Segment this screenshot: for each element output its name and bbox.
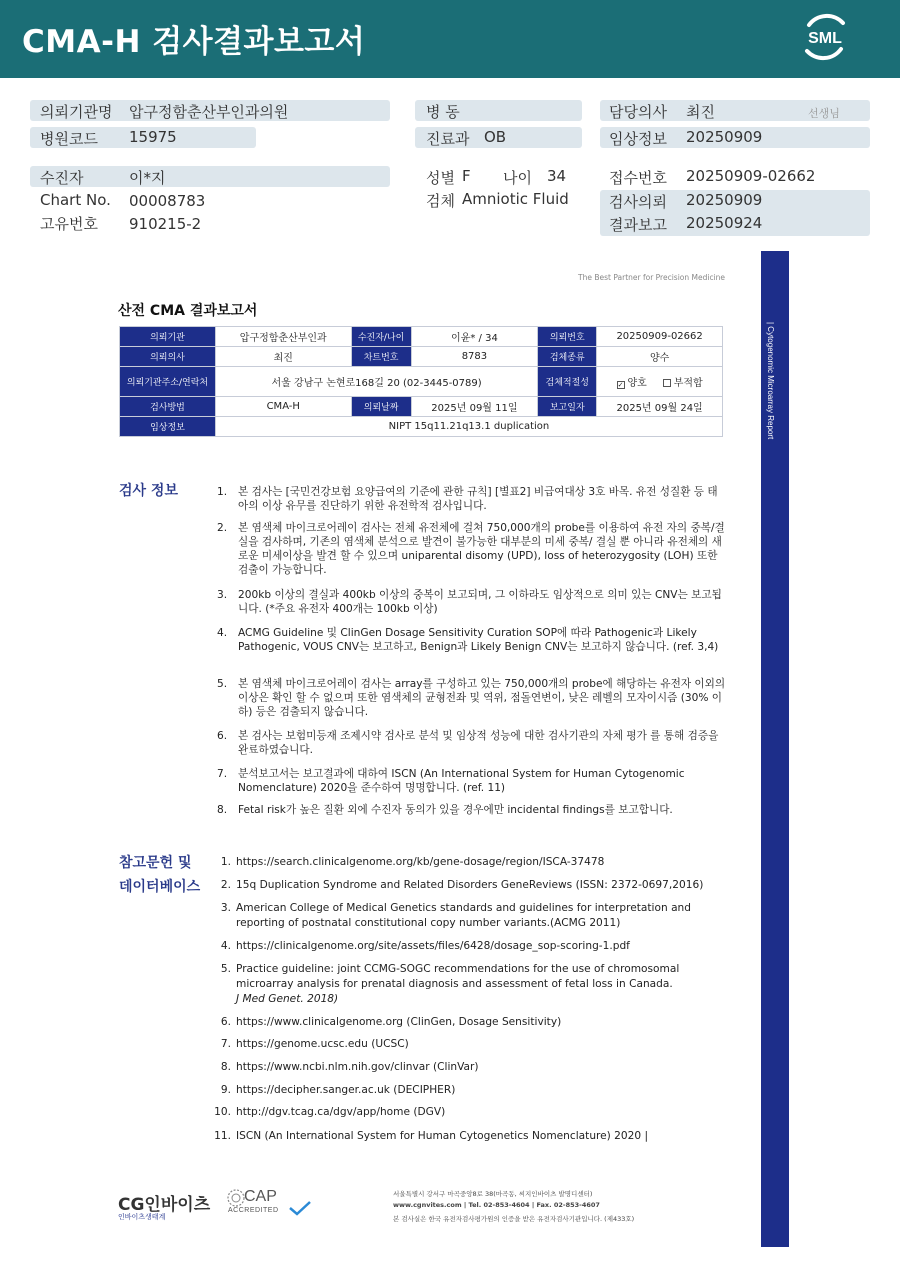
tagline: The Best Partner for Precision Medicine: [578, 273, 726, 282]
clinical-value: 20250909: [686, 128, 763, 146]
clinical-label: 임상정보: [609, 130, 667, 148]
uid-value: 910215-2: [129, 215, 202, 233]
info-section-title: 검사 정보: [119, 483, 178, 499]
accession-value: 20250909-02662: [686, 167, 816, 185]
cell-method-v: CMA-H: [215, 397, 351, 417]
cell-reqno-h: 의뢰번호: [538, 327, 597, 347]
result-value: 20250924: [686, 214, 763, 232]
name-row-bg: [30, 166, 390, 187]
cap-seal-icon: [226, 1188, 246, 1208]
cap-accredited-logo: [226, 1188, 316, 1224]
cell-reqno-v: 20250909-02662: [597, 327, 723, 347]
age-label: 나이: [503, 169, 532, 187]
cell-repdate-v: 2025년 09월 24일: [597, 397, 723, 417]
cell-chart-h: 차트번호: [351, 347, 411, 367]
request-value: 20250909: [686, 191, 763, 209]
cg-invites-logo: CG인바이츠: [118, 1195, 211, 1215]
doctor-value: 최진: [686, 103, 715, 121]
cell-chart-v: 8783: [411, 347, 538, 367]
report-title: 산전 CMA 결과보고서: [118, 303, 258, 319]
sex-value: F: [462, 167, 471, 185]
adequacy-good-label: 양호: [627, 378, 647, 389]
footer-contact: www.cgnvites.com | Tel. 02-853-4604 | Fax. 02-853-4607: [393, 1201, 600, 1209]
request-label: 검사의뢰: [609, 193, 667, 211]
cap-word: CAP: [244, 1188, 277, 1205]
ref5-journal: J Med Genet. 2018): [236, 993, 339, 1005]
side-bar-text: | Cytogenomic Microarray Report: [766, 322, 775, 440]
cell-doctor-h: 의뢰의사: [120, 347, 216, 367]
cell-doctor-v: 최진: [215, 347, 351, 367]
chart-label: Chart No.: [40, 191, 111, 209]
sex-label: 성별: [426, 169, 455, 187]
ref5-text: Practice guideline: joint CCMG-SOGC recommendations for the use of chromosomal microarray analysis for prenatal diagnosis and assessment of fetal loss in Canada.: [236, 963, 680, 990]
cell-inst-v: 압구정함춘산부인과: [215, 327, 351, 347]
report-info-table: [119, 326, 723, 437]
chart-value: 00008783: [129, 192, 206, 210]
header-bar: [0, 0, 900, 78]
adequacy-good-checkbox-icon: ✓: [617, 381, 624, 389]
inst-label: 의뢰기관명: [40, 103, 113, 121]
checkmark-icon: [288, 1200, 312, 1216]
doctor-suffix: 선생님: [808, 107, 840, 120]
footer-address: 서울특별시 강서구 마곡중앙8로 38(마곡동, 씨지인바이츠 발명디센터): [393, 1190, 593, 1198]
code-value: 15975: [129, 128, 177, 146]
refs-list: 1. https://search.clinicalgenome.org/kb/gene-dosage/region/ISCA-37478 2. 15q Duplication Syndrome and Related Disorders GeneReviews (ISSN: 2372-0697,2016) 3. American College of Medical Genetics standards and guidelines for interpretation and reporting of postnatal constitutional copy number variants.(ACMG 2011) 4. https://clinicalgenome.org/site/assets/files/6428/dosage_sop-scoring-1.pdf 5. Practice guideline: joint CCMG-SOGC recommendations for the use of chromosomal microarray analysis for prenatal diagnosis and assessment of fetal loss in Canada. J Med Genet. 2018) 6. https://www.clinicalgenome.org (ClinGen, Dosage Sensitivity) 7. https://genome.ucsc.edu (UCSC) 8. https://www.ncbi.nlm.nih.gov/clinvar (ClinVar) 9. https://decipher.sanger.ac.uk (DECIPHER) 10. http://dgv.tcag.ca/dgv/app/home (DGV) 11. ISCN (An International System for Human Cytogenetics Nomenclature) 2020 |: [214, 856, 704, 1142]
specimen-value: Amniotic Fluid: [462, 190, 569, 208]
accession-label: 접수번호: [609, 169, 667, 187]
cg-invites-sub: 인바이츠생태계: [118, 1213, 166, 1221]
cell-adequacy-v: [597, 367, 723, 397]
cap-accredited-text: ACCREDITED: [228, 1207, 279, 1214]
cell-method-h: 검사방법: [120, 397, 216, 417]
cell-clin-h: 임상정보: [120, 417, 216, 437]
adequacy-bad-checkbox-icon: [663, 379, 671, 387]
dept-label: 진료과: [426, 130, 470, 148]
code-label: 병원코드: [40, 130, 98, 148]
adequacy-bad-label: 부적합: [673, 378, 703, 389]
refs-section-title-2: 데이터베이스: [119, 879, 201, 895]
cell-spec-v: 양수: [597, 347, 723, 367]
cell-inst-h: 의뢰기관: [120, 327, 216, 347]
sml-logo-text: SML: [808, 30, 842, 47]
info-list: 1. 본 검사는 [국민건강보험 요양급여의 기준에 관한 규칙] [별표2] 비급여대상 3호 바목. 유전 성질환 등 태아의 이상 유무를 진단하기 위한 유전학적 검사입니다. 2. 본 염색체 마이크로어레이 검사는 전체 유전체에 걸쳐 750,000개의 probe를 이용하여 유전 자의 중복/결실을 검사하며, 기존의 염색체 분석으로 발견이 불가능한 대부분의 미세 중복/ 결실 뿐 아니라 유전체의 새로운 미세이상을 발견 할 수 있으며 uniparental disomy (UPD), loss of heterozygosity (LOH) 또한 검출이 가능합니다. 3. 200kb 이상의 결실과 400kb 이상의 중복이 보고되며, 그 이하라도 임상적으로 의미 있는 CNV는 보고됩니다. (*주요 유전자 400개는 100kb 이상) 4. ACMG Guideline 및 ClinGen Dosage Sensitivity Curation SOP에 따라 Pathogenic과 Likely Pathogenic, VOUS CNV는 보고하고, Benign과 Likely Benign CNV는 보고하지 않습니다. (ref. 3,4) 5. 본 염색체 마이크로어레이 검사는 array를 구성하고 있는 750,000개의 probe에 해당하는 유전자 이외의 이상은 확인 할 수 없으며 또한 염색체의 균형전좌 및 역위, 점돌연변이, 낮은 레벨의 모자이시즘 (30% 이하) 등은 검출되지 않습니다. 6. 본 검사는 보험미등재 조제시약 검사로 분석 및 임상적 성능에 대한 검사기관의 자체 평가 를 통해 검증을 완료하였습니다. 7. 분석보고서는 보고결과에 대하여 ISCN (An International System for Human Cytogenomic Nomenclature) 2020을 준수하여 명명합니다. (ref. 11) 8. Fetal risk가 높은 질환 외에 수진자 동의가 있을 경우에만 incidental findings를 보고합니다.: [217, 486, 726, 816]
cell-clin-v: NIPT 15q11.21q13.1 duplication: [215, 417, 722, 437]
name-label: 수진자: [40, 169, 84, 187]
cell-reqdate-v: 2025년 09월 11일: [411, 397, 538, 417]
sml-logo-icon: [800, 12, 850, 62]
specimen-label: 검체: [426, 192, 455, 210]
cell-spec-h: 검체종류: [538, 347, 597, 367]
inst-value: 압구정함춘산부인과의원: [129, 103, 289, 121]
cell-reqdate-h: 의뢰날짜: [351, 397, 411, 417]
ward-label: 병 동: [426, 103, 460, 121]
cell-patient-h: 수진자/나이: [351, 327, 411, 347]
footer-cert: 본 검사실은 한국 유전자검사평가원의 인증을 받은 유전자검사기관입니다. (제433호): [393, 1215, 635, 1223]
age-value: 34: [547, 167, 567, 185]
uid-label: 고유번호: [40, 215, 98, 233]
cell-patient-v: 이윤* / 34: [411, 327, 538, 347]
name-value: 이*지: [129, 169, 166, 187]
cell-adequacy-h: 검체적절성: [538, 367, 597, 397]
refs-section-title-1: 참고문헌 및: [119, 855, 192, 871]
dept-value: OB: [484, 128, 507, 146]
cell-repdate-h: 보고일자: [538, 397, 597, 417]
cell-addr-v: 서울 강남구 논현로168길 20 (02-3445-0789): [215, 367, 537, 397]
page-title: CMA-H 검사결과보고서: [22, 24, 366, 60]
doctor-label: 담당의사: [609, 103, 667, 121]
cell-addr-h: 의뢰기관주소/연락처: [120, 367, 216, 397]
result-label: 결과보고: [609, 216, 667, 234]
